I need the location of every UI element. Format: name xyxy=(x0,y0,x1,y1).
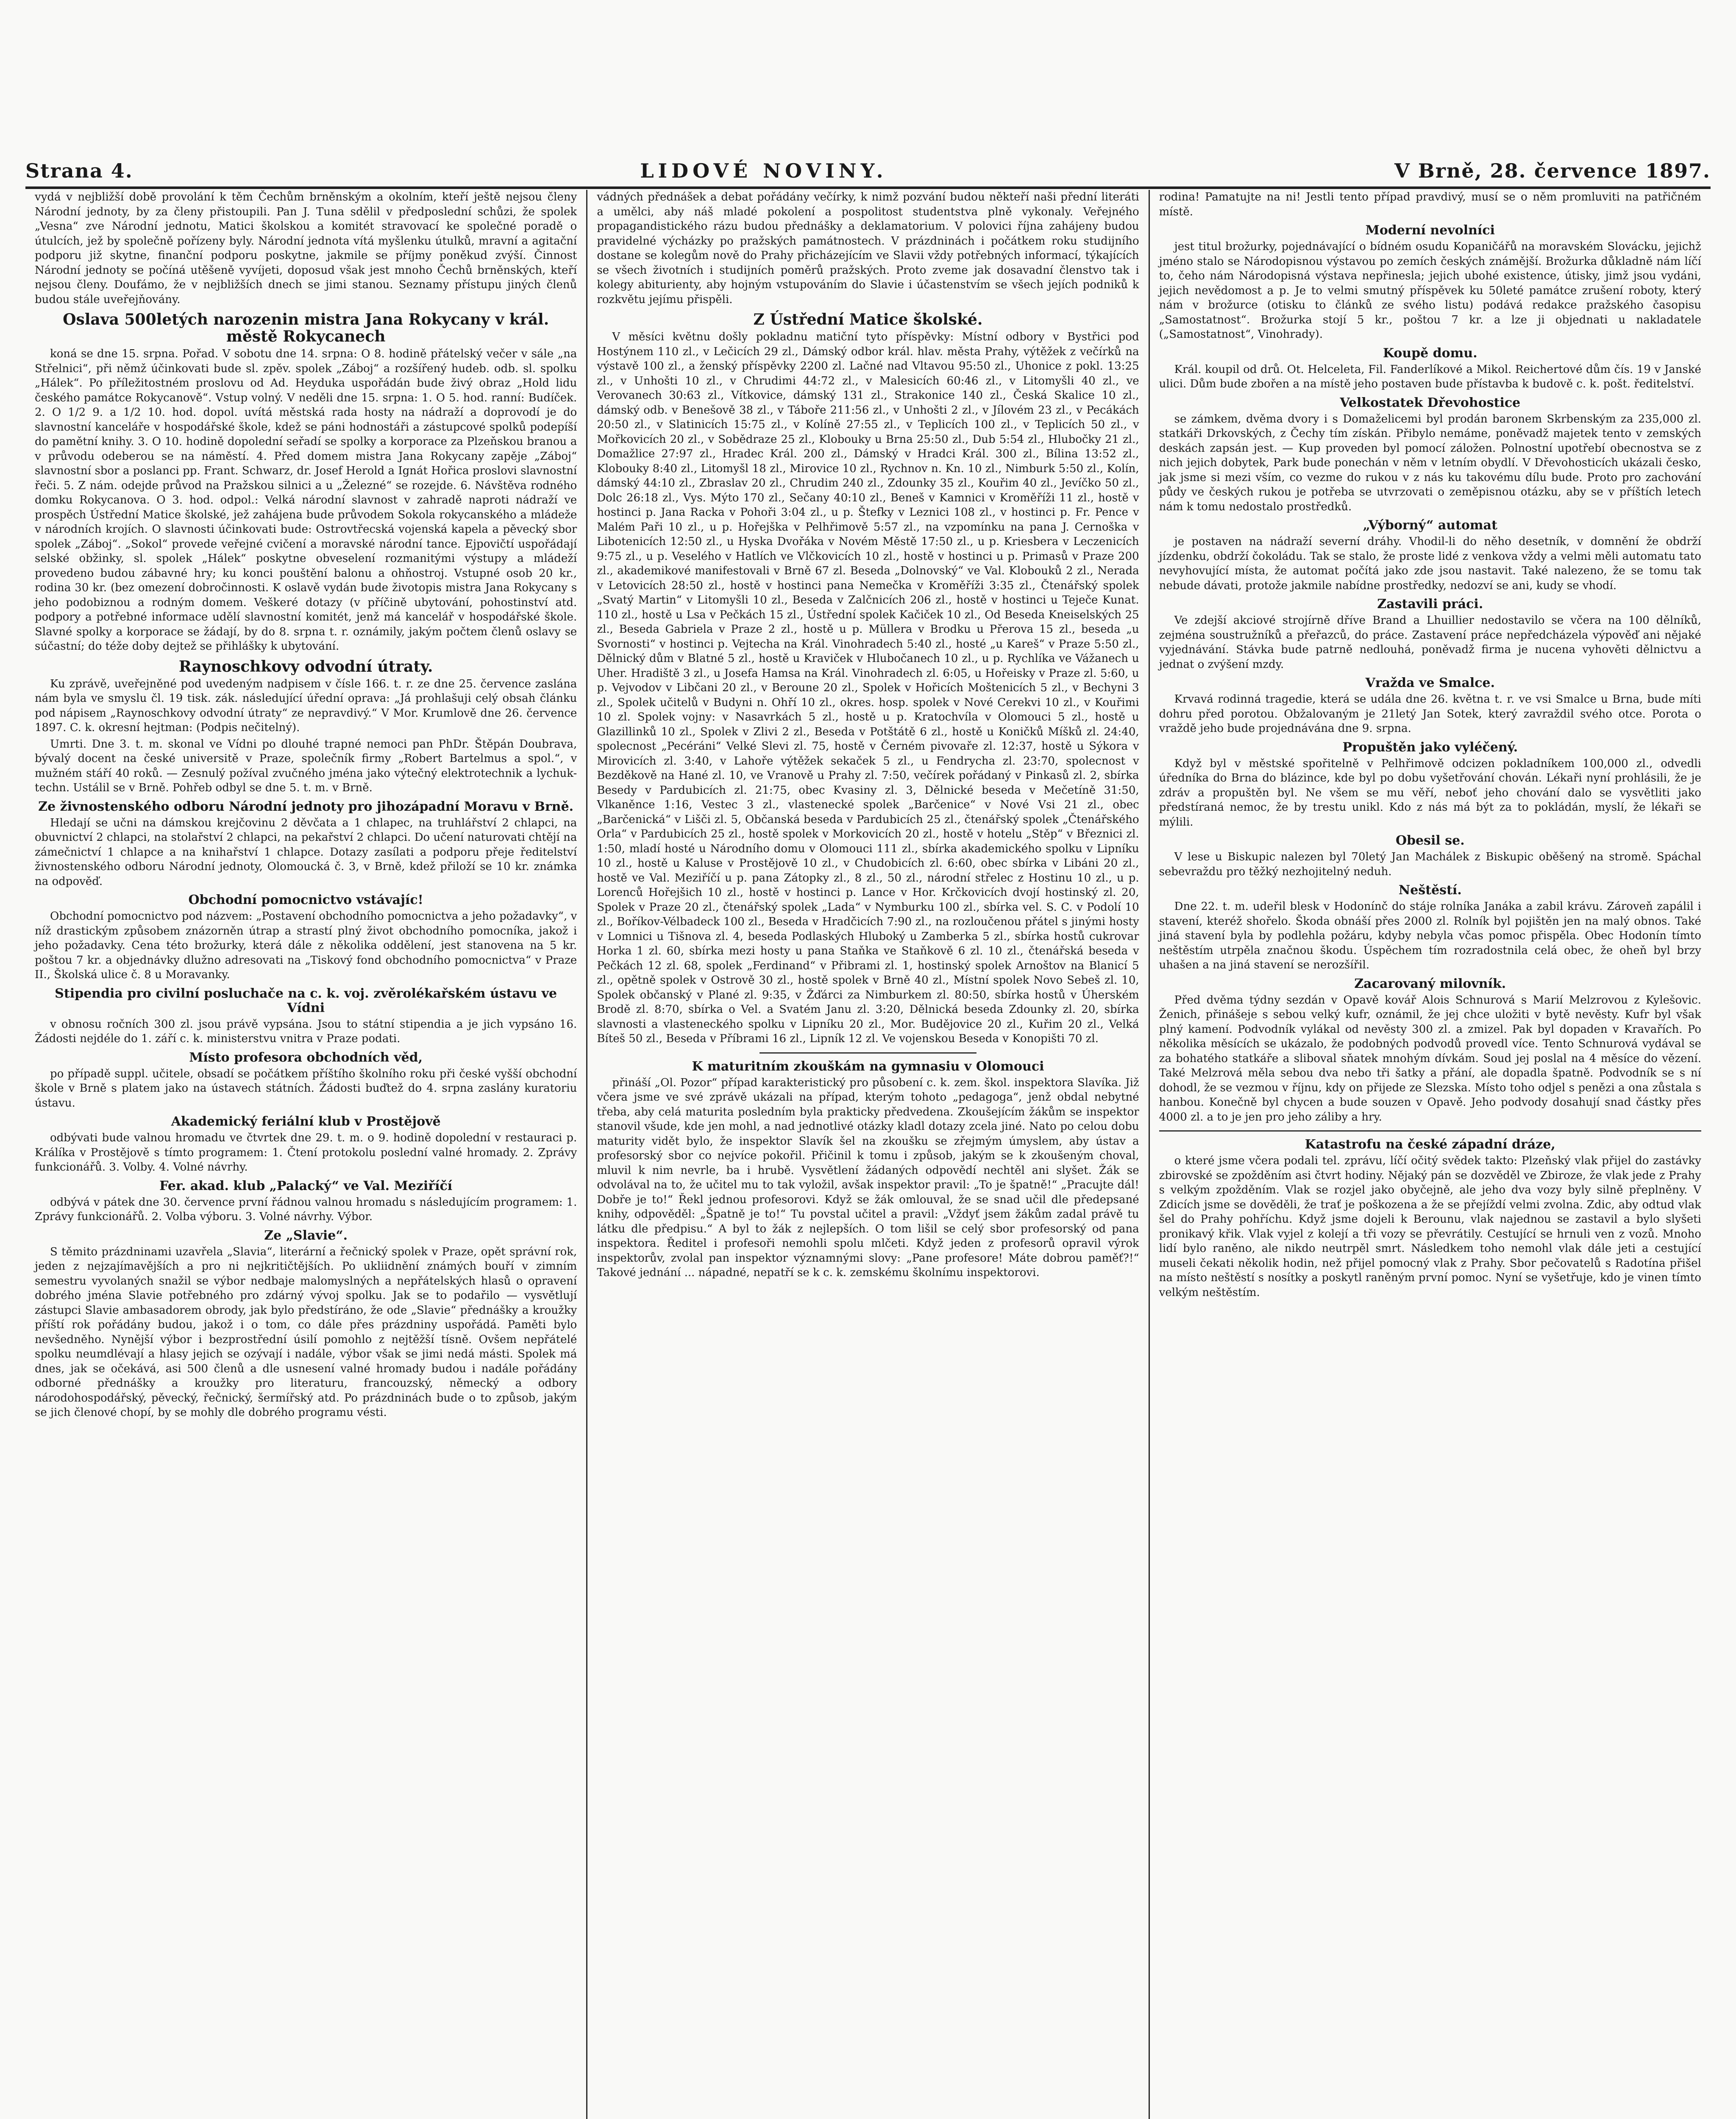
article-heading: Z Ústřední Matice školské. xyxy=(753,311,983,328)
article-heading: Katastrofu na české západní dráze, xyxy=(1305,1137,1555,1152)
article-text: Krvavá rodinná tragedie, která se udála dne 26. května t. r. ve vsi Smalce u Brna, bude míti dohru před porotou. Obžalovaným je 21letý Jan Sotek, který zavraždil svého otce. Porota o vraždě jeho bude projednávána dne 9. srpna. xyxy=(1159,693,1701,735)
separator-rule xyxy=(1159,1130,1701,1132)
article-text: jest titul brožurky, pojednávající o bídném osudu Kopaničářů na moravském Slovácku, jejichž jméno stalo se Národopisnou výstavou po zemích českých známější. Brožurka důkladně nám líčí to, čeho nám Národopisná výstava nepřinesla; jejich ubohé existence, útisky, jimž jsou vydáni, jejich nevědomost a p. Je to velmi smutný příspěvek ku 50leté památce zrušení roboty, který nám v brožurce (otisku to článků ze svého listu) podává redakce pražského časopisu „Samostatnost“. Brožurka stojí 5 kr., poštou 7 kr. a lze ji objednati u nakladatele („Samostatnost“, Vinohrady). xyxy=(1159,240,1701,341)
article-heading: Místo profesora obchodních věd, xyxy=(189,1050,423,1065)
article-text: Obchodní pomocnictvo pod názvem: „Postavení obchodního pomocnictva a jeho požadavky“, v níž drastickým způsobem znázorněn útrap a strastí plný život obchodního pomocníka, jakož i jeho požadavky. Cena této brožurky, která dále z několika oddělení, jest stanovena na 5 kr. poštou 7 kr. a objednávky dlužno adresovati na „Tiskový fond obchodního pomocnictva“ v Praze II., Školská ulice č. 8 u Moravanky. xyxy=(35,910,577,981)
page-number: Strana 4. xyxy=(25,159,133,182)
article-text: Král. koupil od drů. Ot. Helceleta, Fil. Fanderlíkové a Mikol. Reichertové dům čís. 19 v Janské ulici. Dům bude zbořen a na místě jeho postaven bude přístavba k budově c. k. pošt. ředitelství. xyxy=(1159,363,1701,390)
article-text: Hledají se učni na dámskou krejčovinu 2 děvčata a 1 chlapec, na truhlářství 2 chlapci, na obuvnictví 2 chlapci, na stolařství 2 chlapci, na pekařství 2 chlapci. Do učení naturovati chtějí na zámečnictví 1 chlapce a na knihařství 1 chlapce. Dotazy zasílati a podporu přeje ředitelství živnostenského odboru Národní jednoty, Olomoucká č. 3, v Brně, kdež přiloží se 10 kr. známka na odpověď. xyxy=(35,816,577,888)
article-text: Před dvěma týdny sezdán v Opavě kovář Alois Schnurová s Marií Melzrovou z Kylešovic. Ženich, přinášeje s sebou velký kufr, oznámil, že jej chce uložiti v bytě nevěsty. Kufr byl však plný kamení. Podvodník vylákal od nevěsty 300 zl. a zmizel. Pak byl dopaden v Kravařích. Po několika měsících se ukázalo, že podobných podvodů provedl více. Tento Schnurová vydával se za bohatého statkáře a sliboval sňatek mnohým dívkám. Soud jej poslal na 4 měsíce do vězení. Také Melzrová měla sebou dva nebo tři šatky a přání, ale dopadla špatně. Podvodník se s ní dohodl, že se vezmou v říjnu, kdy on přijede ze Slezska. Místo toho odjel s penězi a ona zůstala s hanbou. Konečně byl chycen a bude souzen v Opavě. Jeho podvody dosahují snad částky přes 4000 zl. a to je jen pro jeho záliby a hry. xyxy=(1159,993,1701,1123)
article-heading: Akademický feriální klub v Prostějově xyxy=(171,1114,441,1129)
article-text: se zámkem, dvěma dvory i s Domaželicemi byl prodán baronem Skrbenským za 235,000 zl. statkáři Drkovských, z Čechy tím získán. Přibylo nemáme, poněvadž majetek tento v zemských deskách zapsán jest. — Kup proveden byl pomocí záložen. Polnostní upotřebí obecnostva se z nich jejich dobytek, Park bude ponechán v něm v letním obydlí. V Dřevohosticích ukázali česko, jak jsme si mezi vším, co vezme do rukou v z nás ku takovému dílu bude. Proto pro zachování půdy ve českých rukou je potřeba se utvrzovati o zeměpisnou otázku, aby se v příštích letech nám k tomu nedostalo prostředků. xyxy=(1159,412,1701,513)
article-heading: Ze živnostenského odboru Národní jednoty pro jihozápadní Moravu v Brně. xyxy=(38,799,574,814)
article-text: vádných přednášek a debat pořádány večírky, k nimž pozvání budou někteří naši přední literáti a umělci, aby náš mladé pokolení a pospolitost studentstva plně vykonaly. Veřejného propagandistického rázu budou přednášky a deklamatorium. V polovici října zahájeny budou pravidelné výcházky po pražských památnostech. V prázdninách i počátkem roku studijního dostane se kolegům nově do Prahy přicházejícím ve Slavii vždy potřebných informací, týkajících se všech životních i studijních poměrů pražských. Proto zveme jak dosavadní členstvo tak i kolegy abiturienty, aby hojným vstupováním do Slavie i účastenstvím se všech jejích podniků k rozkvětu jejímu přispěli. xyxy=(597,191,1139,306)
article-text: v obnosu ročních 300 zl. jsou právě vypsána. Jsou to státní stipendia a je jich vypsáno 16. Žádosti nejdéle do 1. září c. k. ministerstvu vnitra v Praze podati. xyxy=(35,1018,577,1045)
article-text: V lese u Biskupic nalezen byl 70letý Jan Machálek z Biskupic oběšený na stromě. Spáchal sebevraždu pro těžký nezhojitelný neduh. xyxy=(1159,851,1701,878)
article-heading: Obesil se. xyxy=(1395,833,1465,848)
article-text: koná se dne 15. srpna. Pořad. V sobotu dne 14. srpna: O 8. hodině přátelský večer v sále „na Střelnici“, při němž účinkovati bude sl. zpěv. spolek „Záboj“ a rozšířený hudeb. odb. sl. spolku „Hálek“. Po příležitostném proslovu od Ad. Heyduka uspořádán bude živý obraz „Hold lidu českého památce Rokycanově“. Vstup volný. V neděli dne 15. srpna: 1. O 5. hod. ranní: Budíček. 2. O 1/2 9. a 1/2 10. hod. dopol. uvítá městská rada hosty na nádraží a doprovodí je do slavnostní kanceláře v hospodářské škole, kdež se páni hodnostáři a zástupcové spolků podepíší do pamětní knihy. 3. O 10. hodině dopolední seřadí se spolky a korporace za Plzeňskou branou a v průvodu odeberou se na náměstí. 4. Před domem mistra Jana Rokycany zapěje „Záboj“ slavnostní sbor a poslanci pp. Frant. Schwarz, dr. Josef Herold a Ignát Hořica proslovi slavnostní řeči. 5. Z nám. odejde průvod na Pražskou silnici a u „Železné“ se rozejde. 6. Návštěva rodného domku Rokycanova. O 3. hod. odpol.: Velká národní slavnost v zahradě naproti nádraží ve prospěch Ústřední Matice školské, jež zahájena bude průvodem Sokola rokycanského a mládeže v národních krojích. O slavnosti účinkovati bude: Ostrovtřecská vojenská kapela a pěvecký sbor spolek „Záboj“. „Sokol“ provede veřejné cvičení a moravské národní tance. Ejpovičtí uspořádají selské obžinky, sl. spolek „Hálek“ poskytne obveselení rozmanitými výstupy a mládeží provedeno budou zábavné hry; ku konci pouštění balonu a ohňostroj. Vstupné osob 20 kr., rodina 30 kr. (bez omezení dobročinnosti. K oslavě vydán bude životopis mistra Jana Rokycany s jeho podobiznou a rodným domem. Veškeré dotazy (v příčině ubytování, pohostinství atd. podpory a potřebné informace udělí slavnostní komitét, jenž má kancelář v hospodářské škole. Slavné spolky a korporace se žádají, by do 8. srpna t. r. oznámily, jakým počtem členů oslavy se súčastní; do téže doby dejtež se přihlášky k ubytování. xyxy=(35,348,577,653)
article-heading: Propuštěn jako vyléčený. xyxy=(1342,740,1518,755)
article-heading: Vražda ve Smalce. xyxy=(1365,676,1495,690)
article-heading: Oslava 500letých narozenin mistra Jana Rokycany v král. městě Rokycanech xyxy=(63,311,549,345)
article-text: po případě suppl. učitele, obsadí se počátkem příštího školního roku při české vyšší obchodní škole v Brně s platem jako na ústavech státních. Žádosti buďtež do 4. srpna zaslány kuratoriu ústavu. xyxy=(35,1067,577,1110)
article-text: přináší „Ol. Pozor“ případ karakteristický pro působení c. k. zem. škol. inspektora Slavíka. Již včera jsme ve své zprávě ukázali na případ, kterým tohoto „pedagoga“, jenž obdal nebytné třeba, aby celá maturita posledním byla prakticky předvedena. Zkoušejícím žákům se inspektor stanovil všude, kde jen mohl, a nad jednotlivé otázky kladl dotazy zcela jiné. Nato po celou dobu maturity vidět bylo, že inspektor Slavík šel na zkoušku se zřejmým úmyslem, aby ústav a profesorský sbor co nejvíce pokořil. Přičinil k tomu i způsob, jakým se k zkoušeným choval, mluvil k nim nevrle, ba i hrubě. Vysvětlení žádaných odpovědí nechtěl ani slyšet. Žák se odvolával na to, že učitel mu to tak vyložil, avšak inspektor pravil: „To je špatně!“ „Pracujte dál! Dobře je to!“ Řekl jednou profesorovi. Když se žák omlouval, že se snad učil dle předepsané knihy, odpověděl: „Špatně je to!“ Tu povstal učitel a pravil: „Vždyť jsem žákům zadal právě tu látku dle předpisu.“ A byl to žák z nejlepších. O tom lišil se celý sbor profesorský od pana inspektora. Ředitel i profesoři nemohli spolu mlčeti. Když jeden z profesorů opravil výrok inspektorův, zvolal pan inspektor významnými slovy: „Pane profesore! Máte dobrou paměť?!“ Takové jednání ... nápadné, nepatří se k c. k. zemskému školnímu inspektorovi. xyxy=(597,1076,1139,1279)
separator-rule xyxy=(760,1052,976,1054)
article-heading: Zastavili práci. xyxy=(1377,597,1483,612)
article-text: S těmito prázdninami uzavřela „Slavia“, literární a řečnický spolek v Praze, opět správní rok, jeden z nejzajímavějších a pro ni nejkritičtějších. Po ukliidnění známých bouří v zimním semestru vyvolaných snažil se výbor nedbaje malomyslných a nepřátelských hlasů o opravení dobrého jména Slavie potřebného pro zdárný vývoj spolku. Jak se to podařilo — vysvětlují zástupci Slavie ambasadorem obrody, jak bylo předstíráno, že ode „Slavie“ přednášky a kroužky příští rok pořádány budou, jakož i o tom, co dále přes prázdniny uspořádá. Paměti bylo nevšedněho. Nynější výbor i bezprostřední úsilí pomohlo z nejtěžší tísně. Ovšem nepřátelé spolku neumdlévají a hlasy jejich se ozývají i nadále, výbor však se jimi nedá másti. Spolek má dnes, jak se očekává, asi 500 členů a dle usnesení valné hromady budou i nadále pořádány odborné přednášky a kroužky pro literaturu, francouzský, německý a odbory národohospodářský, pěvecký, řečnický, šermířský atd. Po prázdninách bude o to způsob, jakým se jich členové chopí, by se mohly dle dobrého programu vésti. xyxy=(35,1245,577,1419)
article-text: V měsíci květnu došly pokladnu matiční tyto příspěvky: Místní odbory v Bystřici pod Hostýnem 110 zl., v Lečicích 29 zl., Dámský odbor král. hlav. města Prahy, výtěžek z večírků na výstavě 100 zl., a ženský příspěvky 2200 zl. Lačné nad Vltavou 95:50 zl., Uhonice z pokl. 13:25 zl., v Unhošti 10 zl., v Chrudimi 44:72 zl., v Malesicích 60:46 zl., v Litomyšli 40 zl., ve Verovanech 30:63 zl., Vítkovice, dámský 131 zl., Strakonice 140 zl., Česká Skalice 10 zl., dámský odb. v Benešově 38 zl., v Táboře 211:56 zl., v Unhošti 2 zl., v Jílovém 23 zl., v Pecákách 20:50 zl., v Slatinicích 15:75 zl., v Kolíně 27:55 zl., v Teplicích 100 zl., v Teplicích 50 zl., v Mořkovicích 20 zl., v Sobědraze 25 zl., Klobouky u Brna 25:50 zl., Dub 5:54 zl., Hlubočky 21 zl., Domažlice 27:97 zl., Hradec Král. 200 zl., Dámský v Hradci Král. 300 zl., Bílina 13:52 zl., Klobouky 8:40 zl., Litomyšl 18 zl., Mirovice 10 zl., Rychnov n. Kn. 10 zl., Nimburk 5:50 zl., Kolín, dámský 44:10 zl., Zbraslav 20 zl., Chrudim 240 zl., Zdounky 35 zl., Kouřim 40 zl., Jevíčko 50 zl., Dolc 26:18 zl., Vys. Mýto 170 zl., Sečany 40:10 zl., Beneš v Kamnici v Kroměříži 11 zl., hostě v hostinci p. Jana Racka v Pohoři 3:04 zl., u p. Štefky v Leznici 108 zl., v hostinci p. Fr. Pence v Malém Paři 10 zl., u p. Hořejška v Pelhřimově 5:57 zl., na vzpomínku na pana J. Cernoškа v Libotenicích 12:50 zl., u Hyska Dvořáka v Novém Městě 17:50 zl., u p. Kriesbera v Leczenicích 9:75 zl., u p. Veselého v Hatlích ve Vlčkovicích 10 zl., hostě v hostinci u p. Primasů v Praze 200 zl., akademikové manifestovali v Brně 67 zl. Beseda „Dolnovský“ ve Val. Klobouků 2 zl., Nerada v Letovicích 28:50 zl., hostě v hostinci pana Nemečka v Kroměříži 3:35 zl., Čtenářský spolek „Svatý Martin“ v Litomyšli 10 zl., Beseda v Zalčnicích 206 zl., hostě v hostinci u Teječe Kunat. 110 zl., hostě u Lsa v Pečkách 15 zl., Ústřední spolek Kačiček 10 zl., Od Beseda Kneiselských 25 zl., Beseda Gabriela v Praze 2 zl., hostě u p. Müllera v Brodku u Přerova 15 zl., beseda „u Svornosti“ v hostinci p. Vejtecha na Král. Vinohradech 5:40 zl., hosté „u Kareš“ v Praze 5:50 zl., Dělnický dům v Blatné 5 zl., hostě u Kraviček v Hlubočanech 10 zl., u p. Rychlíka ve Vážanech u Uher. Hradiště 3 zl., u Josefa Hamsa na Král. Vinohradech zl. 6:05, u Hořeisky v Praze zl. 5:60, u p. Vejvodov v Libčani 20 zl., v Beroune 20 zl., Spolek v Hořicích Moštenicích 5 zl., v Bechyni 3 zl., Spolek učitelů v Budyni n. Ohří 10 zl., okres. hosp. spolek v Nové Cerekvi 10 zl., v Kouřimi 10 zl. Spolek vojny: v Nasavrkách 5 zl., hostě u p. Kratochvíla v Olomouci 5 zl., hostě u Glazillinků 10 zl., Spolek v Zlivi 2 zl., Beseda v Potštátě 6 zl., hostě u Koničků Míšků zl. 24:40, spolecnost „Pecéráni“ Velké Slevi zl. 75, hostě v Černém pivovaře zl. 12:37, hostě u Sýkora v Mirovicích zl. 3:40, v Lahoře výtěžek sekaček 5 zl., u Fendrycha zl. 23:70, spolecnost v Bezděkově na Hané zl. 10, ve Vranově u Prahy zl. 7:50, večírek pořádaný v Pinkasů zl. 2, sbírka Besedy v Pardubicích zl. 21:75, obec Kvasiny zl. 3, Dělnické beseda v Mečetíně 31:50, Vlkaněnce 1:16, Vestec 3 zl., vlastenecké spolek „Barčenice“ v Nové Vsi 21 zl., obec „Barčenická“ v Lišči zl. 5, Občanská beseda v Pardubicích 25 zl., čtenářský spolek „Čtenářského Orla“ v Pardubicích 25 zl., hostě spolek v Morkovicích 20 zl., hostě v hotelu „Stěp“ v Březnici zl. 1:50, mladí hosté u Národního domu v Olomouci 111 zl., sbírka akademického spolku v Lipníku 10 zl., hostě u Kaluse v Prostějově 10 zl., v Chudobicích zl. 6:60, obec sbírka v Libáni 20 zl., hostě ve Val. Meziříčí u p. pana Zátopky zl., 8 zl., 50 zl., národní střelec z Hostinu 10 zl., u p. Lorenců Hořejšich 10 zl., hostě v hostinci p. Lance v Hor. Krčkovicích dvojí hostinský zl. 20, Spolek v Praze 20 zl., čtenářský spolek „Lada“ v Nymburku 100 zl., sbírka vel. S. C. v Podolí 10 zl., Boříkov-Vélbadeck 100 zl., Beseda v Hradčicích 7:90 zl., na rozloučenou přátel s jinými hosty v Lomnici u Tišnova zl. 4, beseda Podlaských Hluboký u Zamberka 5 zl., sbírka hostů cukrovar Horka 1 zl. 60, sbírka mezi hosty u pana Staňka ve Staňkově 6 zl. 10 zl., čtenářská beseda v Pečkách 12 zl. 68, spolek „Ferdinand“ v Přibrami zl. 1, hostinský spolek Arnoštov na Blanicí 5 zl., opětně spolek v Ostrově 30 zl., hostě spolek v Brně 40 zl., Místní spolek Novo Sebeš zl. 10, Spolek občanský v Plané zl. 9:35, v Žďárci za Nimburkem zl. 80:50, sbírka hostů v Úherském Brodě zl. 8:70, sbírka o Vel. a Svatém Janu zl. 3:20, Dělnická beseda Zdounky zl. 20, sbírka slavnosti a vlasteneckého spolku v Lipníku 20 zl., Mor. Budějovice 20 zl., Kuřim 20 zl., Velká Bíteš 50 zl., Beseda v Příbrami 16 zl., Lipník 12 zl. Ve vojenskou Beseda v Konopišti 70 zl. xyxy=(597,331,1139,1045)
article-heading: Neštěstí. xyxy=(1398,883,1462,898)
article-text: Umrti. Dne 3. t. m. skonal ve Vídni po dlouhé trapné nemoci pan PhDr. Štěpán Doubrava, bývalý docent na české universitě v Praze, společník firmy „Robert Bartelmus a spol.“, v mužném stáří 40 roků. — Zesnulý požíval zvučného jména jako výtečný elektrotechnik a lychuk-techn. Ustálil se v Brně. Pohřeb odbyl se dne 5. t. m. v Brně. xyxy=(35,737,577,794)
column-3 xyxy=(1149,190,1711,2119)
column-1 xyxy=(25,190,586,2119)
article-text: je postaven na nádraží severní dráhy. Vhodil-li do něho desetník, v domnění že obdrží jízdenku, obdrží čokoládu. Tak se stalo, že proste lidé z venkova vždy a velmi měli automatu tato nevyhovující místa, že automat počítá jako zde jsou nastavit. Také nalezeno, že se tomu tak nebude dávati, protože jakmile nabídne prostředky, nedozví se ani, kudy se vhodí. xyxy=(1159,535,1701,592)
article-heading: Obchodní pomocnictvo vstávajíc! xyxy=(188,893,423,907)
article-text: odbývati bude valnou hromadu ve čtvrtek dne 29. t. m. o 9. hodině dopolední v restauraci p. Králíka v Prostějově s tímto programem: 1. Čtení protokolu poslední valné hromady. 2. Zprávy funkcionářů. 3. Volby. 4. Volné návrhy. xyxy=(35,1132,577,1174)
article-heading: Ze „Slavie“. xyxy=(264,1228,348,1243)
masthead xyxy=(25,153,1711,189)
article-text: odbývá v pátek dne 30. července první řádnou valnou hromadu s následujícím programem: 1. Zprávy funkcionářů. 2. Volba výboru. 3. Volné návrhy. Výbor. xyxy=(35,1196,577,1223)
article-columns xyxy=(25,190,1711,2119)
article-heading: Moderní nevolníci xyxy=(1365,223,1495,238)
article-text: Ve zdejší akciové strojírně dříve Brand a Lhuillier nedostavilo se včera na 100 dělníků, zejména soustružníků a přeřazců, do práce. Zastavení práce nepředcházela výpověď ani nějaké vyjednávání. Stávka bude patrně nedlouhá, poněvadž firma je nucena vyhověti dělnictvu a jednat o zvýšení mzdy. xyxy=(1159,614,1701,671)
article-heading: Koupě domu. xyxy=(1383,345,1477,361)
article-text: vydá v nejbližší době provolání k těm Čechům brněnským a okolním, kteří ještě nejsou členy Národní jednoty, by za členy přistoupili. Pan J. Tuna sdělil v předposlední schůzi, že spolek „Vesna“ zve Národní jednotu, Matici školskou a komitét stravovací ke společné poradě o útulcích, jež by společně pořízeny byly. Národní jednota vítá myšlenku útulků, mravní a agitační podporu již skytne, finanční podporu poskytne, jakmile se příjmy poněkud zvýší. Činnost Národní jednoty se počíná utěšeně vyvíjeti, doposud však jest mnoho Čechů brněnských, kteří nejsou členy. Doufámo, že v nejbližších dnech se jimi stanou. Seznamy přístupu jiných členů budou stále uveřejňovány. xyxy=(35,191,577,306)
article-text: Když byl v městské spořitelně v Pelhřimově odcizen pokladníkem 100,000 zl., odvedli úředníka do Brna do blázince, kde byl po dobu vyšetřování chován. Lékaři nyní prohlásili, že je zdráv a propuštěn byl. Ne všem se mu věří, neboť jeho chování dalo se vysvětliti jako předstíraná nemoc, že by trestu unikl. Kdo z nás má být za to pokládán, myslí, že lékaři se mýlili. xyxy=(1159,757,1701,829)
article-text: Dne 22. t. m. udeřil blesk v Hodonínč do stáje rolníka Janáka a zabil krávu. Zároveň zapálil i stavení, kteréž shořelo. Škoda obnáší přes 2000 zl. Rolník byl pojištěn jen na malý obnos. Také jiná stavení byla by podlehla požáru, kdyby nebyla včas pomoc přispěla. Obec Hodonín tímto neštěstím utrpěla značnou škodu. Úspěchem tím rozradostnila celá obec, že oheň byl brzy uhašen a na jiná stavení se nerozšířil. xyxy=(1159,900,1701,971)
article-heading: Stipendia pro civilní posluchače na c. k. voj. zvěrolékařském ústavu ve Vídni xyxy=(55,986,557,1015)
article-heading: „Výborný“ automat xyxy=(1363,518,1497,533)
article-text: rodina! Pamatujte na ni! Jestli tento případ pravdivý, musí se o něm promluviti na patřičném místě. xyxy=(1159,191,1701,218)
article-text: Ku zprávě, uveřejněné pod uvedeným nadpisem v čísle 166. t. r. ze dne 25. července zaslána nám byla ve smyslu čl. 19 tisk. zák. následující úřední oprava: „Já prohlašuji celý obsah článku pod nápisem „Raynoschkovy odvodní útraty“ ze nepravdivý.“ V Mor. Krumlově dne 26. července 1897. C. k. okresní hejtman: (Podpis nečitelný). xyxy=(35,677,577,734)
newspaper-title: LIDOVÉ NOVINY. xyxy=(640,159,887,182)
article-text: o které jsme včera podali tel. zprávu, líčí očitý svědek takto: Plzeňský vlak přijel do zastávky zbirovské se zpožděním asi čtvrt hodiny. Nějaký pán se dozvěděl ve Zbiroze, že vlak jede z Prahy s velkým zpožděním. Vlak se rozjel jako obyčejně, ale jeho dva vozy byly silně přeplněny. V Zdicích jsme se dověděli, že trať je poškozena a že se přejíždí velmi zvolna. Zdic, aby odtud vlak šel do Prahy pohříchu. Když jsme dojeli k Berounu, vlak najednou se zastavil a bylo slyšeti pronikavý křik. Vlak vyjel z kolejí a tři vozy se převrátily. Cestující se hrnuli ven z vozů. Mnoho lidí bylo raněno, ale nikdo neutrpěl smrt. Následkem toho nemohl vlak dále jeti a cestující museli čekati několik hodin, než přijel pomocný vlak z Prahy. Sbor pečovatelů s Radotína přišel na místo neštěstí s nosítky a poskytl raněným první pomoc. Nyní se vyšetřuje, kdo je vinen tímto velkým neštěstím. xyxy=(1159,1154,1701,1299)
article-heading: Raynoschkovy odvodní útraty. xyxy=(178,657,433,676)
article-heading: Zacarovaný milovník. xyxy=(1354,976,1506,991)
column-2 xyxy=(586,190,1148,2119)
article-heading: Fer. akad. klub „Palacký“ ve Val. Meziříčí xyxy=(159,1178,453,1193)
article-heading: K maturitním zkouškám na gymnasiu v Olomouci xyxy=(692,1059,1044,1074)
issue-date: V Brně, 28. července 1897. xyxy=(1394,159,1711,182)
article-heading: Velkostatek Dřevohostice xyxy=(1340,395,1521,410)
